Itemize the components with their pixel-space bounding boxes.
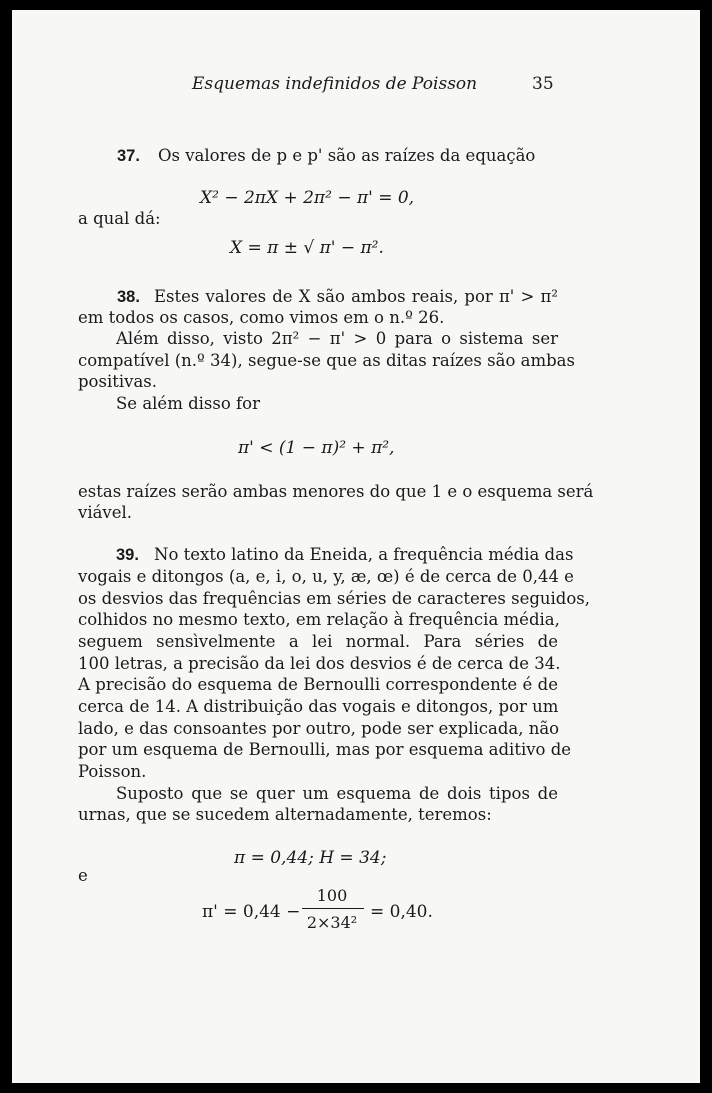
s39-line-9: lado, e das consoantes por outro, pode ser explicada, não: [78, 719, 560, 738]
section-39-number: 39.: [116, 546, 139, 564]
s39-line-5: seguem sensìvelmente a lei normal. Para séries de: [78, 632, 558, 651]
page-number: 35: [532, 74, 554, 94]
s39-line-2: vogais e ditongos (a, e, i, o, u, y, æ, œ) é de cerca de 0,44 e: [78, 567, 574, 586]
s39-line-6: 100 letras, a precisão da lei dos desvios é de cerca de 34.: [78, 654, 561, 673]
s39-line-4: colhidos no mesmo texto, em relação à frequência média,: [78, 610, 560, 629]
section-37-number: 37.: [117, 147, 140, 165]
header-title: Esquemas indefinidos de Poisson: [192, 74, 478, 94]
s39-line-7: A precisão do esquema de Bernoulli correspondente é de: [78, 675, 558, 694]
s39-line-10: por um esquema de Bernoulli, mas por esquema aditivo de: [78, 740, 572, 759]
s38-line-6: Se além disso for: [116, 394, 260, 413]
s38-line-2: em todos os casos, como vimos em o n.º 26.: [78, 308, 445, 327]
s39-line-11: Poisson.: [78, 762, 147, 781]
s39-line-8: cerca de 14. A distribuição das vogais e ditongos, por um: [78, 697, 559, 716]
fraction-denominator: 2×34²: [306, 913, 358, 932]
equation-pi-h: π = 0,44; H = 34;: [234, 848, 387, 868]
s38-line-4: compatível (n.º 34), segue-se que as ditas raízes são ambas: [78, 351, 575, 370]
book-page: [12, 10, 700, 1083]
section-37-text: Os valores de p e p' são as raízes da equação: [158, 146, 536, 165]
equation-condition: π' < (1 − π)² + π²,: [238, 438, 395, 458]
s38-line-1: Estes valores de X são ambos reais, por π' > π²: [154, 287, 558, 306]
s38-after-1: estas raízes serão ambas menores do que 1 e o esquema será: [78, 482, 594, 501]
s38-line-5: positivas.: [78, 372, 158, 391]
a-qual-da-label: a qual dá:: [78, 209, 161, 228]
fraction-bar: [302, 908, 364, 909]
section-38-number: 38.: [117, 288, 140, 306]
s38-after-2: viável.: [78, 503, 133, 522]
fraction-numerator: 100: [316, 886, 348, 905]
equation-final-left: π' = 0,44 −: [202, 902, 301, 922]
s38-line-3: Além disso, visto 2π² − π' > 0 para o sistema ser: [116, 329, 558, 348]
e-label: e: [78, 866, 88, 885]
s39-line-3: os desvios das frequências em séries de caracteres seguidos,: [78, 589, 591, 608]
equation-roots: X = π ± √ π' − π².: [230, 238, 384, 258]
running-header: [12, 74, 700, 98]
s39-line-13: urnas, que se sucedem alternadamente, teremos:: [78, 805, 492, 824]
s39-line-1: No texto latino da Eneida, a frequência média das: [154, 545, 574, 564]
equation-quadratic: X² − 2πX + 2π² − π' = 0,: [200, 188, 415, 208]
s39-line-12: Suposto que se quer um esquema de dois tipos de: [116, 784, 558, 803]
equation-final-right: = 0,40.: [370, 902, 433, 922]
